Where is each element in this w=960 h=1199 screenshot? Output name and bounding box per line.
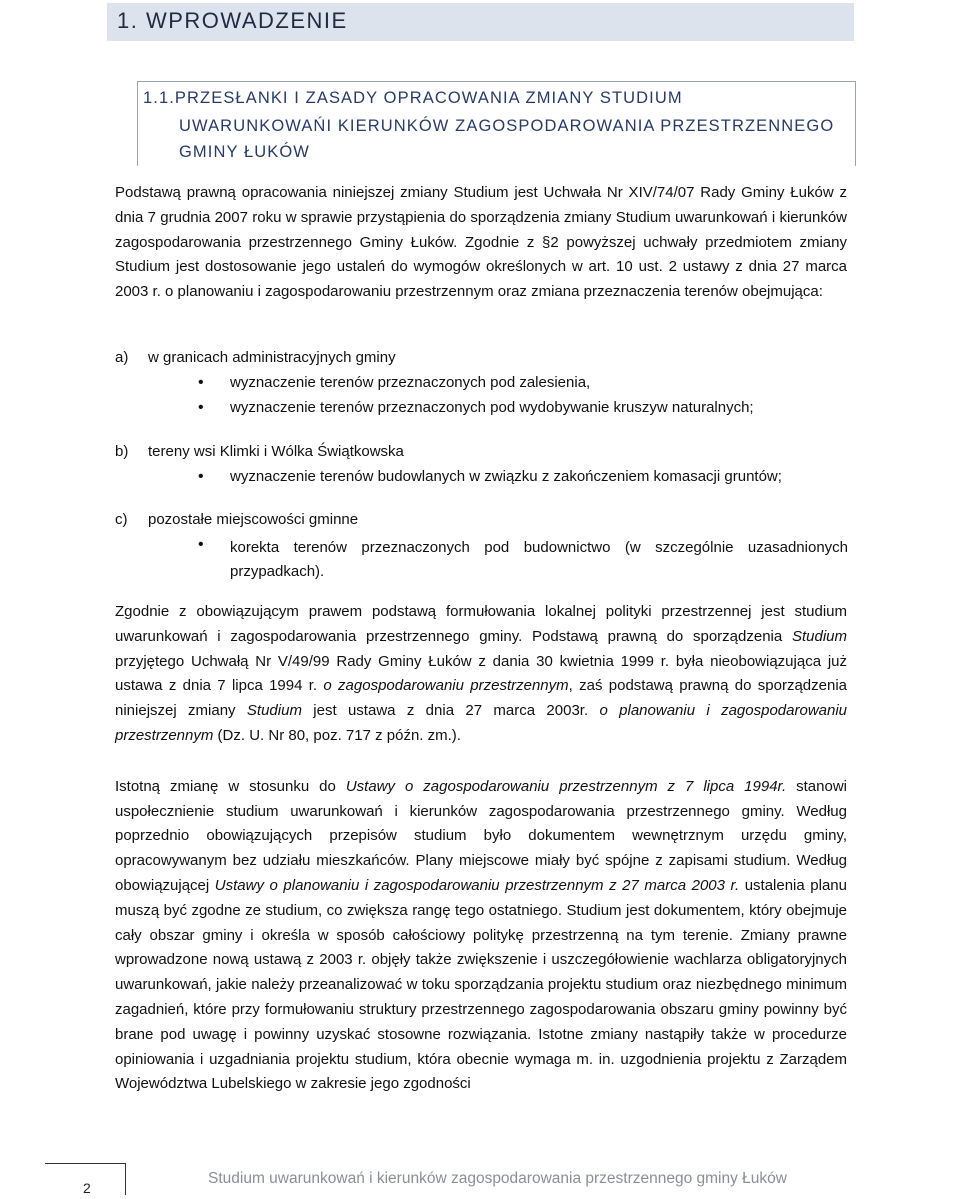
italic-run: Ustawy o planowaniu i zagospodarowaniu przestrzennym z 27 marca 2003 r.	[214, 876, 740, 894]
bullet-text: wyznaczenie terenów przeznaczonych pod wydobywanie kruszyw naturalnych;	[230, 399, 754, 416]
heading-2-line-2: UWARUNKOWAŃI KIERUNKÓW ZAGOSPODAROWANIA PRZESTRZENNEGO	[179, 117, 835, 135]
italic-run: o zagospodarowaniu przestrzennym	[323, 677, 569, 695]
heading-1: 1. WPROWADZENIE	[117, 8, 348, 33]
list-text: tereny wsi Klimki i Wólka Świątkowska	[148, 443, 404, 460]
bullet-icon: •	[198, 374, 204, 391]
text-run: ustalenia planu muszą być zgodne ze studium, co zwiększa rangę tego ostatniego. Studium jest dokumentem, który obejmuje cały obszar gminy i określa w sposób całościowy politykę przestrzenną na tym terenie. Zmiany prawne wprowadzone nową ustawą z 2003 r. objęły także zwiększenie i uszczegółowienie wachlarza obligatoryjnych uwarunkowań, jakie należy przeanalizować w toku sporządzania projektu studium oraz niezbędnego minimum zagadnień, które przy formułowaniu struktury przestrzennego zagospodarowania obszaru gminy powinny być brane pod uwagę i powinny uzyskać stosowne rozwiązania. Istotne zmiany nastąpiły także w procedurze opiniowania i uzgadniania projektu studium, która obecnie wymaga m. in. uzgodnienia projektu z Zarządem Województwa Lubelskiego w zakresie jego zgodności	[115, 876, 847, 1093]
bullet-icon: •	[198, 536, 204, 553]
text-run: Istotną zmianę w stosunku do	[115, 777, 346, 795]
list-text: w granicach administracyjnych gminy	[148, 349, 396, 366]
heading-1-bar	[107, 3, 854, 41]
text-run: , zaś podstawą prawną do sporządzenia niniejszej zmiany	[115, 677, 847, 720]
list-label: c)	[115, 511, 128, 528]
list-label: b)	[115, 443, 129, 460]
heading-2-box	[137, 81, 856, 166]
body-text	[115, 600, 847, 1123]
page-number: 2	[83, 1180, 91, 1196]
text-run: jest ustawa z dnia 27 marca 2003r.	[301, 702, 600, 720]
footer-rule	[45, 1163, 125, 1164]
list-label: a)	[115, 349, 129, 366]
text-run: przyjętego Uchwałą Nr V/49/99 Rady Gminy Łuków z dania 30 kwietnia 1999 r. była nieobowiązująca już ustawa z dnia 7 lipca 1994 r.	[115, 652, 847, 695]
text-run: Zgodnie z obowiązującym prawem podstawą formułowania lokalnej polityki przestrzennej jest studium uwarunkowań i zagospodarowania przestrzennego gminy. Podstawą prawną do sporządzenia	[115, 603, 847, 645]
list-text: pozostałe miejscowości gminne	[148, 511, 359, 528]
heading-2-line-3: GMINY ŁUKÓW	[179, 143, 310, 161]
bullet-text: wyznaczenie terenów budowlanych w związku z zakończeniem komasacji gruntów;	[230, 468, 782, 485]
text-run: stanowi uspołecznienie studium uwarunkowań i kierunków zagospodarowania przestrzennego gminy. Według poprzednio obowiązujących przepisów studium było dokumentem wewnętrznym urzędu gminy, opracowywanym bez udziału mieszkańców. Plany miejscowe miały być spójne z zapisami studium. Według obowiązującej	[115, 777, 847, 894]
italic-run: Studium	[246, 702, 302, 720]
italic-run: o planowaniu i zagospodarowaniu przestrzennym	[115, 702, 848, 744]
paragraph-legal-basis: Podstawą prawną opracowania niniejszej zmiany Studium jest Uchwała Nr XIV/74/07 Rady Gminy Łuków z dnia 7 grudnia 2007 roku w sprawie przystąpienia do sporządzenia zmiany Studium uwarunkowań i kierunków zagospodarowania przestrzennego Gminy Łuków. Zgodnie z §2 powyższej uchwały przedmiotem zmiany Studium jest dostosowanie jego ustaleń do wymogów określonych w art. 10 ust. 2 ustawy z dnia 27 marca 2003 r. o planowaniu i zagospodarowaniu przestrzennym oraz zmiana przeznaczenia terenów obejmująca:	[115, 184, 847, 301]
bullet-icon: •	[198, 399, 204, 416]
footer-divider	[125, 1163, 126, 1195]
text-run: (Dz. U. Nr 80, poz. 717 z późn. zm.).	[213, 726, 461, 744]
paragraph-legal-framework	[115, 600, 847, 749]
bullet-icon: •	[198, 468, 204, 485]
italic-run: Studium	[791, 627, 847, 645]
bullet-text: korekta terenów przeznaczonych pod budownictwo (w szczególnie uzasadnionych przypadkach).	[230, 539, 848, 580]
heading-2-line-1: 1.1.PRZESŁANKI I ZASADY OPRACOWANIA ZMIANY STUDIUM	[143, 89, 683, 107]
italic-run: Ustawy o zagospodarowaniu przestrzennym z 7 lipca 1994r.	[345, 777, 787, 795]
footer-title: Studium uwarunkowań i kierunków zagospodarowania przestrzennego gminy Łuków	[208, 1170, 787, 1187]
paragraph-key-change	[115, 775, 847, 1097]
bullet-text: wyznaczenie terenów przeznaczonych pod zalesienia,	[230, 374, 591, 391]
